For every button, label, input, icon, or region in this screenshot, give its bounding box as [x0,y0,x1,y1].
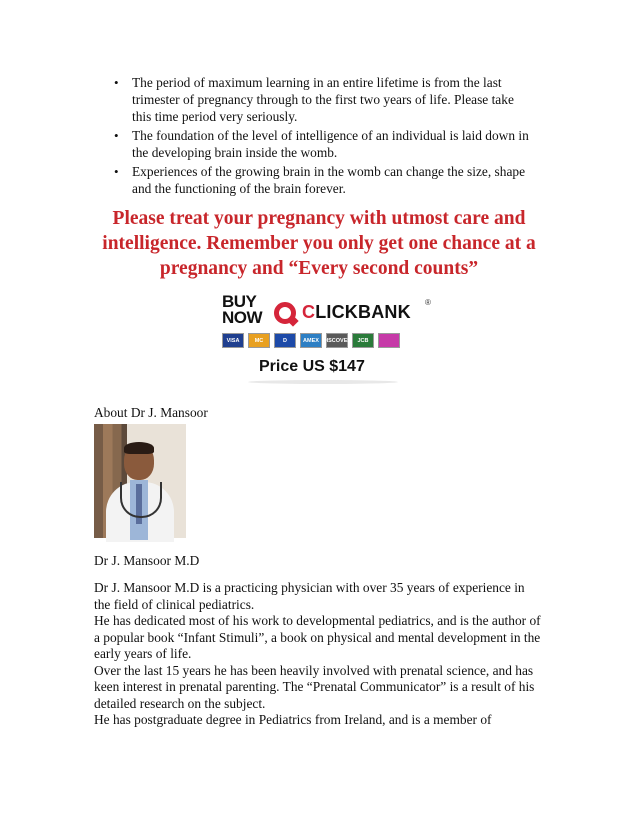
payment-card-icon: DISCOVER [326,333,348,348]
hair [124,442,154,454]
list-item [114,127,534,161]
price-label: Price US $147 [259,358,365,375]
payment-card-icon: JCB [352,333,374,348]
payment-cards [222,333,400,348]
list-item [114,163,534,197]
about-heading: About Dr J. Mansoor [94,405,208,420]
payment-card-icon: AMEX [300,333,322,348]
payment-card-icon: D [274,333,296,348]
list-item-text: The foundation of the level of intelligence of an individual is laid down in the developing brain inside the womb. [132,128,529,160]
payment-card-icon: VISA [222,333,244,348]
buy-now-label: BUY NOW [222,292,263,327]
payment-card-icon [378,333,400,348]
pregnancy-callout: Please treat your pregnancy with utmost care and intelligence. Remember you only get one chance at a pregnancy and “Every second counts” [102,208,536,279]
registered-mark: ® [425,298,431,307]
facts-list [114,74,534,199]
doctor-photo [94,424,186,538]
list-item-text: Experiences of the growing brain in the womb can change the size, shape and the functioning of the brain forever. [132,164,526,196]
bullet-icon: • [114,128,119,143]
bullet-icon: • [114,75,119,90]
list-item-text: The period of maximum learning in an entire lifetime is from the last trimester of pregnancy through to the first two years of life. Please take this time period very seriously. [132,75,514,124]
buy-now-clickbank-button[interactable] [218,290,430,386]
payment-card-icon: MC [248,333,270,348]
bullet-icon: • [114,164,119,179]
clickbank-logo-icon [274,302,296,324]
list-item [114,74,534,125]
doctor-bio: Dr J. Mansoor M.D is a practicing physician with over 35 years of experience in the field of clinical pediatrics. He has dedicated most of his work to developmental pediatrics, and is the author of a popular book “Infant Stimuli”, a book on physical and mental development in the early years of life. Over the last 15 years he has been heavily involved with prenatal science, and has keen interest in prenatal parenting. The “Prenatal Communicator” is a result of his detailed research on the subject. He has postgraduate degree in Pediatrics from Ireland, and is a member of [94,580,541,727]
clickbank-wordmark: CLICKBANK [302,302,411,322]
badge-shadow [248,380,398,384]
photo-caption: Dr J. Mansoor M.D [94,553,200,568]
